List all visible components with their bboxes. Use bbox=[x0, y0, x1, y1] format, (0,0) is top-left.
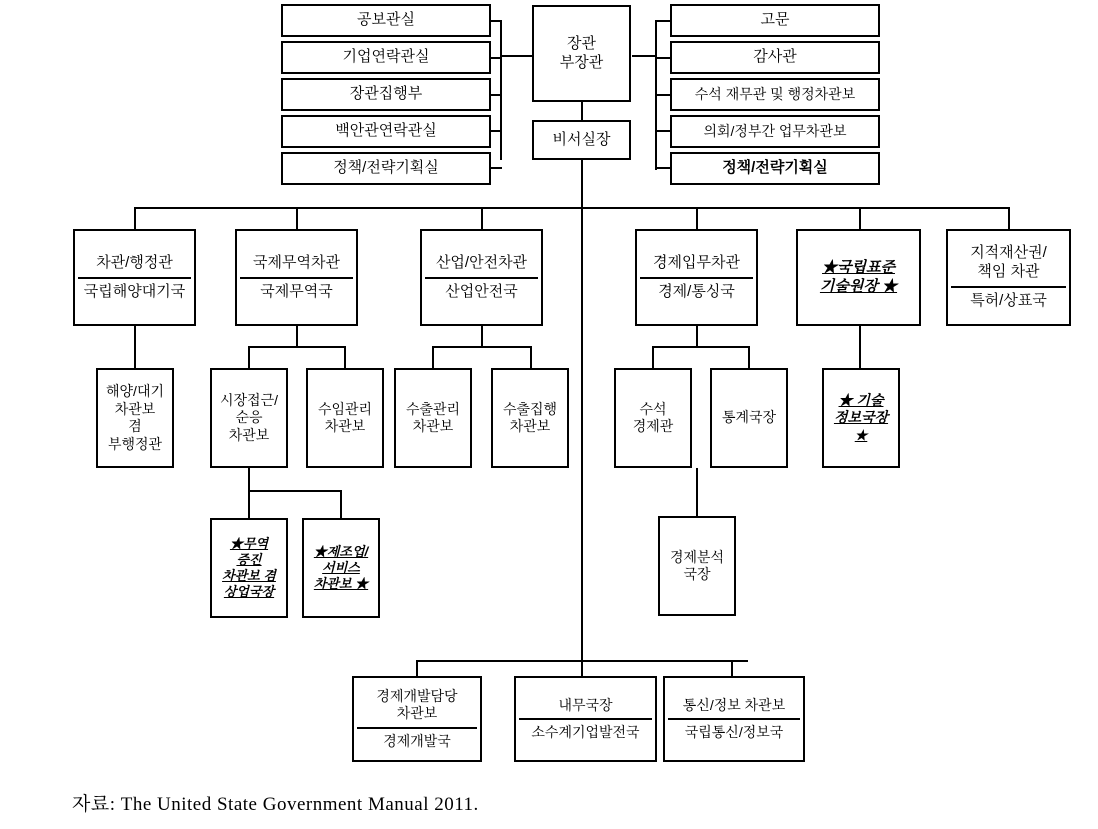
node-export-enforcement-line-1: 차관보 bbox=[509, 418, 551, 434]
node-bea-director[interactable] bbox=[658, 516, 736, 616]
node-public-affairs-label: 공보관실 bbox=[357, 11, 415, 29]
node-import-administration-line-0: 수임관리 bbox=[317, 400, 373, 417]
node-export-administration[interactable] bbox=[394, 368, 472, 468]
node-nist-director-line-0: ★국립표준 bbox=[822, 258, 895, 276]
node-trade-promotion-line-1: 증진 bbox=[236, 551, 262, 567]
node-undersecretary-ip-line-1: 책임 차관 bbox=[977, 263, 1040, 281]
node-legislative-intergovernmental[interactable] bbox=[670, 115, 880, 148]
node-import-administration[interactable] bbox=[306, 368, 384, 468]
connector-col4-child1 bbox=[652, 346, 654, 368]
node-general-counsel[interactable] bbox=[670, 4, 880, 37]
connector-us-1 bbox=[134, 207, 136, 229]
node-minority-business-line-1: 소수계기업발전국 bbox=[531, 724, 640, 740]
connector-us-3 bbox=[481, 207, 483, 229]
node-assistant-secretary-oceans[interactable] bbox=[96, 368, 174, 468]
node-business-liaison-label: 기업연락관실 bbox=[342, 48, 430, 66]
connector-us-2 bbox=[296, 207, 298, 229]
connector-us-4 bbox=[696, 207, 698, 229]
connector-col2-bus2 bbox=[248, 490, 340, 492]
node-ntia-line-0: 통신/정보 차관보 bbox=[682, 696, 786, 713]
connector-right-3 bbox=[655, 94, 671, 96]
node-assistant-secretary-oceans-line-1: 차관보 bbox=[114, 400, 156, 417]
node-undersecretary-industry-security-line-1: 산업안전국 bbox=[445, 282, 518, 300]
node-market-access-compliance-line-0: 시장접근/ bbox=[220, 391, 278, 408]
connector-undersecretary-bus bbox=[134, 207, 1009, 209]
node-undersecretary-oceans-line-1: 국립해양대기국 bbox=[83, 282, 186, 300]
node-secretary-line-1: 부장관 bbox=[559, 53, 604, 71]
source-note: 자료: The United State Government Manual 2011. bbox=[72, 794, 479, 815]
connector-left-4 bbox=[490, 130, 502, 132]
connector-left-to-secretary bbox=[500, 55, 532, 57]
node-undersecretary-industry-security[interactable] bbox=[420, 229, 543, 326]
connector-bottom-3 bbox=[731, 660, 733, 676]
node-manufacturing-services-line-2: 차관보 ★ bbox=[313, 576, 369, 592]
node-executive-secretariat[interactable] bbox=[281, 78, 491, 111]
node-trade-promotion-line-3: 상업국장 bbox=[223, 584, 275, 600]
node-manufacturing-services[interactable] bbox=[302, 518, 380, 618]
connector-col4-analysis bbox=[696, 468, 698, 516]
connector-col3-down bbox=[481, 326, 483, 346]
node-chief-economist-line-0: 수석 bbox=[639, 400, 667, 417]
node-general-counsel-label: 고문 bbox=[760, 11, 790, 29]
node-undersecretary-trade-line-1: 국제무역국 bbox=[260, 282, 333, 300]
divider bbox=[951, 286, 1066, 288]
node-chief-of-staff-line-0: 비서실장 bbox=[552, 130, 611, 148]
node-export-enforcement-line-0: 수출집행 bbox=[502, 400, 558, 417]
node-export-administration-line-0: 수출관리 bbox=[405, 400, 461, 417]
connector-secretary-chief bbox=[581, 102, 583, 120]
node-economic-development-line-2: 경제개발국 bbox=[383, 732, 451, 749]
node-white-house-liaison-label: 백안관연락관실 bbox=[335, 122, 437, 140]
node-undersecretary-ip-line-2: 특허/상표국 bbox=[970, 291, 1047, 309]
node-nist-director-line-1: 기술원장 ★ bbox=[819, 277, 898, 295]
node-inspector-general[interactable] bbox=[670, 41, 880, 74]
connector-col2-gc1 bbox=[248, 490, 250, 518]
node-policy-strategic-planning-left[interactable] bbox=[281, 152, 491, 185]
connector-right-2 bbox=[655, 57, 671, 59]
node-technical-information-director[interactable] bbox=[822, 368, 900, 468]
connector-secretary-to-right bbox=[632, 55, 657, 57]
node-census-director[interactable] bbox=[710, 368, 788, 468]
connector-us-6 bbox=[1008, 207, 1010, 229]
connector-col4-child2 bbox=[748, 346, 750, 368]
connector-spine bbox=[581, 160, 583, 660]
node-undersecretary-economic-affairs-line-0: 경제입무차관 bbox=[653, 253, 740, 271]
node-manufacturing-services-line-0: ★제조업/ bbox=[313, 543, 369, 559]
node-technical-information-director-line-2: ★ bbox=[854, 426, 868, 443]
connector-col2-bus bbox=[248, 346, 345, 348]
connector-col1-down bbox=[134, 326, 136, 368]
node-undersecretary-ip[interactable] bbox=[946, 229, 1071, 326]
node-import-administration-line-1: 차관보 bbox=[324, 418, 366, 434]
node-cfo-assistant-secretary-admin-label: 수석 재무관 및 행정차관보 bbox=[694, 85, 856, 102]
connector-right-1 bbox=[655, 20, 671, 22]
node-secretary-line-0: 장관 bbox=[567, 34, 596, 52]
connector-right-5 bbox=[655, 167, 671, 169]
node-public-affairs[interactable] bbox=[281, 4, 491, 37]
node-market-access-compliance-line-2: 차관보 bbox=[228, 426, 270, 443]
connector-left-3 bbox=[490, 94, 502, 96]
connector-left-2 bbox=[490, 57, 502, 59]
node-technical-information-director-line-0: ★ 기술 bbox=[838, 391, 884, 408]
connector-col2-child1-down bbox=[248, 468, 250, 490]
node-census-director-line-0: 통계국장 bbox=[721, 409, 777, 426]
node-undersecretary-economic-affairs-line-1: 경제/통싱국 bbox=[658, 282, 735, 300]
connector-right-4 bbox=[655, 130, 671, 132]
connector-col2-child2 bbox=[344, 346, 346, 368]
node-policy-strategic-planning-left-label: 정책/전략기획실 bbox=[333, 159, 439, 177]
node-white-house-liaison[interactable] bbox=[281, 115, 491, 148]
node-export-enforcement[interactable] bbox=[491, 368, 569, 468]
divider bbox=[78, 277, 191, 279]
node-undersecretary-economic-affairs[interactable] bbox=[635, 229, 758, 326]
node-undersecretary-trade[interactable] bbox=[235, 229, 358, 326]
connector-col2-gc2 bbox=[340, 490, 342, 518]
node-policy-strategic-planning-right[interactable] bbox=[670, 152, 880, 185]
connector-left-5 bbox=[490, 167, 502, 169]
node-manufacturing-services-line-1: 서비스 bbox=[322, 559, 360, 575]
node-legislative-intergovernmental-label: 의회/정부간 업무차관보 bbox=[703, 122, 847, 139]
divider bbox=[668, 718, 800, 720]
node-economic-development-line-0: 경제개발담당 bbox=[376, 687, 458, 704]
connector-col3-child2 bbox=[530, 346, 532, 368]
connector-bottom-1 bbox=[416, 660, 418, 676]
node-chief-economist-line-1: 경제관 bbox=[632, 418, 674, 434]
node-bea-director-line-0: 경제분석 bbox=[669, 548, 725, 565]
node-chief-economist[interactable] bbox=[614, 368, 692, 468]
connector-col4-down bbox=[696, 326, 698, 346]
connector-left-1 bbox=[490, 20, 502, 22]
node-assistant-secretary-oceans-line-0: 해양/대기 bbox=[106, 383, 164, 399]
node-business-liaison[interactable] bbox=[281, 41, 491, 74]
connector-col5-down bbox=[859, 326, 861, 368]
node-undersecretary-oceans-line-0: 차관/행정관 bbox=[96, 253, 173, 271]
divider bbox=[357, 727, 477, 729]
connector-bottom-2 bbox=[581, 660, 583, 676]
node-assistant-secretary-oceans-line-2: 겸 bbox=[128, 418, 142, 434]
node-policy-strategic-planning-right-label: 정책/전략기획실 bbox=[722, 159, 828, 177]
node-undersecretary-ip-line-0: 지적재산권/ bbox=[970, 244, 1047, 262]
node-assistant-secretary-oceans-line-3: 부행정관 bbox=[107, 435, 163, 452]
node-technical-information-director-line-1: 정보국장 bbox=[833, 409, 889, 426]
node-ntia[interactable] bbox=[663, 676, 805, 762]
connector-us-5 bbox=[859, 207, 861, 229]
connector-col2-down bbox=[296, 326, 298, 346]
connector-left-bracket bbox=[500, 20, 502, 160]
divider bbox=[425, 277, 538, 279]
node-ntia-line-1: 국립통신/정보국 bbox=[684, 724, 784, 740]
node-secretary[interactable] bbox=[532, 5, 631, 102]
node-market-access-compliance-line-1: 순응 bbox=[235, 409, 263, 426]
node-undersecretary-oceans[interactable] bbox=[73, 229, 196, 326]
node-export-administration-line-1: 차관보 bbox=[412, 418, 454, 434]
node-market-access-compliance[interactable] bbox=[210, 368, 288, 468]
node-economic-development-line-1: 차관보 bbox=[396, 705, 438, 722]
node-minority-business[interactable] bbox=[514, 676, 657, 762]
connector-col2-child1 bbox=[248, 346, 250, 368]
node-nist-director[interactable] bbox=[796, 229, 921, 326]
node-trade-promotion[interactable] bbox=[210, 518, 288, 618]
node-minority-business-line-0: 내무국장 bbox=[558, 696, 613, 713]
node-economic-development[interactable] bbox=[352, 676, 482, 762]
divider bbox=[240, 277, 353, 279]
node-cfo-assistant-secretary-admin[interactable] bbox=[670, 78, 880, 111]
connector-col4-bus bbox=[652, 346, 748, 348]
divider bbox=[519, 718, 652, 720]
node-trade-promotion-line-2: 차관보 겸 bbox=[222, 568, 276, 583]
node-trade-promotion-line-0: ★무역 bbox=[229, 535, 269, 551]
node-executive-secretariat-label: 장관집행부 bbox=[349, 85, 423, 103]
node-undersecretary-trade-line-0: 국제무역차관 bbox=[253, 253, 340, 271]
node-inspector-general-label: 감사관 bbox=[753, 48, 797, 66]
divider bbox=[640, 277, 753, 279]
node-bea-director-line-1: 국장 bbox=[683, 566, 711, 582]
node-chief-of-staff[interactable] bbox=[532, 120, 631, 160]
connector-col3-child1 bbox=[432, 346, 434, 368]
connector-col3-bus bbox=[432, 346, 530, 348]
node-undersecretary-industry-security-line-0: 산업/안전차관 bbox=[435, 253, 528, 271]
